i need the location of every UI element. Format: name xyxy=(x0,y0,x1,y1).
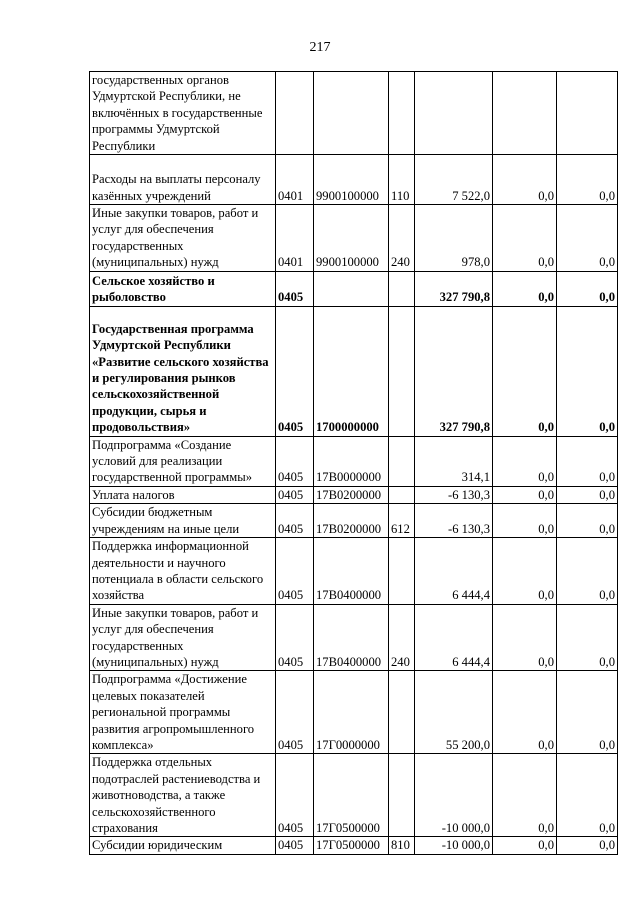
row-amount-cell: -6 130,3 xyxy=(415,504,493,538)
row-amount-year2-cell: 0,0 xyxy=(493,436,557,486)
row-amount-year2-cell: 0,0 xyxy=(493,754,557,837)
row-amount-year2-cell: 0,0 xyxy=(493,837,557,854)
row-target-article-cell: 9900100000 xyxy=(314,155,389,205)
row-name-cell: Подпрограмма «Достижение целевых показателей региональной программы развития агропромышленного комплекса» xyxy=(90,671,276,754)
row-amount-year3-cell: 0,0 xyxy=(557,837,618,854)
row-name-cell: Сельское хозяйство и рыболовство xyxy=(90,271,276,306)
row-amount-year3-cell: 0,0 xyxy=(557,486,618,503)
row-expense-type-cell: 240 xyxy=(389,604,415,671)
row-amount-year2-cell: 0,0 xyxy=(493,486,557,503)
row-name-cell: Подпрограмма «Создание условий для реализации государственной программы» xyxy=(90,436,276,486)
row-amount-cell: 6 444,4 xyxy=(415,604,493,671)
row-expense-type-cell xyxy=(389,671,415,754)
table-row xyxy=(90,205,618,272)
page-number: 217 xyxy=(309,40,331,55)
row-target-article-cell xyxy=(314,271,389,306)
row-section-code-cell: 0405 xyxy=(276,754,314,837)
row-target-article-cell xyxy=(314,72,389,155)
row-amount-cell: -10 000,0 xyxy=(415,754,493,837)
row-name-cell: Иные закупки товаров, работ и услуг для обеспечения государственных (муниципальных) нужд xyxy=(90,604,276,671)
row-amount-year2-cell: 0,0 xyxy=(493,205,557,272)
table-row xyxy=(90,837,618,854)
row-expense-type-cell xyxy=(389,306,415,436)
row-target-article-cell: 17В0000000 xyxy=(314,436,389,486)
row-expense-type-cell xyxy=(389,538,415,605)
row-expense-type-cell xyxy=(389,72,415,155)
row-target-article-cell: 17Г0000000 xyxy=(314,671,389,754)
row-section-code-cell: 0405 xyxy=(276,271,314,306)
row-amount-cell: 978,0 xyxy=(415,205,493,272)
row-amount-cell: 55 200,0 xyxy=(415,671,493,754)
row-expense-type-cell xyxy=(389,754,415,837)
row-amount-year2-cell: 0,0 xyxy=(493,155,557,205)
row-amount-year2-cell: 0,0 xyxy=(493,306,557,436)
table-row xyxy=(90,436,618,486)
row-name-cell: государственных органов Удмуртской Республики, не включённых в государственные программы Удмуртской Республики xyxy=(90,72,276,155)
row-target-article-cell: 1700000000 xyxy=(314,306,389,436)
row-target-article-cell: 17В0200000 xyxy=(314,486,389,503)
budget-table xyxy=(89,71,618,855)
row-expense-type-cell: 612 xyxy=(389,504,415,538)
row-expense-type-cell xyxy=(389,271,415,306)
row-name-cell: Иные закупки товаров, работ и услуг для обеспечения государственных (муниципальных) нужд xyxy=(90,205,276,272)
row-amount-year2-cell: 0,0 xyxy=(493,604,557,671)
row-target-article-cell: 17В0400000 xyxy=(314,604,389,671)
row-amount-year2-cell: 0,0 xyxy=(493,504,557,538)
row-amount-year2-cell: 0,0 xyxy=(493,671,557,754)
row-section-code-cell: 0401 xyxy=(276,155,314,205)
row-amount-year2-cell: 0,0 xyxy=(493,538,557,605)
row-amount-year3-cell: 0,0 xyxy=(557,271,618,306)
row-amount-year2-cell: 0,0 xyxy=(493,271,557,306)
row-amount-cell: 6 444,4 xyxy=(415,538,493,605)
table-row xyxy=(90,271,618,306)
table-row xyxy=(90,306,618,436)
row-amount-cell: -6 130,3 xyxy=(415,486,493,503)
row-section-code-cell: 0405 xyxy=(276,671,314,754)
row-amount-year3-cell: 0,0 xyxy=(557,155,618,205)
row-amount-cell: 327 790,8 xyxy=(415,271,493,306)
row-name-cell: Уплата налогов xyxy=(90,486,276,503)
row-amount-cell: 314,1 xyxy=(415,436,493,486)
row-target-article-cell: 17В0200000 xyxy=(314,504,389,538)
row-name-cell: Государственная программа Удмуртской Республики «Развитие сельского хозяйства и регулирования рынков сельскохозяйственной продукции, сырья и продовольствия» xyxy=(90,306,276,436)
row-amount-year2-cell xyxy=(493,72,557,155)
row-amount-year3-cell: 0,0 xyxy=(557,205,618,272)
row-amount-cell: 7 522,0 xyxy=(415,155,493,205)
table-row xyxy=(90,538,618,605)
row-amount-cell: 327 790,8 xyxy=(415,306,493,436)
table-row xyxy=(90,72,618,155)
row-target-article-cell: 17Г0500000 xyxy=(314,837,389,854)
row-expense-type-cell xyxy=(389,486,415,503)
row-section-code-cell: 0405 xyxy=(276,486,314,503)
row-amount-year3-cell: 0,0 xyxy=(557,504,618,538)
table-row xyxy=(90,671,618,754)
row-amount-year3-cell xyxy=(557,72,618,155)
row-name-cell: Расходы на выплаты персоналу казённых учреждений xyxy=(90,155,276,205)
row-expense-type-cell: 810 xyxy=(389,837,415,854)
row-section-code-cell: 0405 xyxy=(276,837,314,854)
row-amount-cell: -10 000,0 xyxy=(415,837,493,854)
row-amount-year3-cell: 0,0 xyxy=(557,604,618,671)
row-section-code-cell: 0405 xyxy=(276,504,314,538)
table-row xyxy=(90,155,618,205)
row-amount-year3-cell: 0,0 xyxy=(557,754,618,837)
table-body xyxy=(90,72,618,855)
row-amount-year3-cell: 0,0 xyxy=(557,306,618,436)
row-amount-year3-cell: 0,0 xyxy=(557,671,618,754)
table-row xyxy=(90,754,618,837)
row-name-cell: Субсидии юридическим xyxy=(90,837,276,854)
row-name-cell: Поддержка отдельных подотраслей растениеводства и животноводства, а также сельскохозяйственного страхования xyxy=(90,754,276,837)
row-amount-year3-cell: 0,0 xyxy=(557,538,618,605)
row-section-code-cell: 0405 xyxy=(276,306,314,436)
row-section-code-cell: 0405 xyxy=(276,538,314,605)
row-target-article-cell: 17В0400000 xyxy=(314,538,389,605)
table-row xyxy=(90,486,618,503)
table-row xyxy=(90,604,618,671)
row-amount-cell xyxy=(415,72,493,155)
row-target-article-cell: 9900100000 xyxy=(314,205,389,272)
row-target-article-cell: 17Г0500000 xyxy=(314,754,389,837)
row-expense-type-cell xyxy=(389,436,415,486)
row-section-code-cell: 0405 xyxy=(276,436,314,486)
table-row xyxy=(90,504,618,538)
row-section-code-cell xyxy=(276,72,314,155)
row-expense-type-cell: 240 xyxy=(389,205,415,272)
row-section-code-cell: 0405 xyxy=(276,604,314,671)
row-amount-year3-cell: 0,0 xyxy=(557,436,618,486)
row-expense-type-cell: 110 xyxy=(389,155,415,205)
row-section-code-cell: 0401 xyxy=(276,205,314,272)
row-name-cell: Субсидии бюджетным учреждениям на иные цели xyxy=(90,504,276,538)
row-name-cell: Поддержка информационной деятельности и научного потенциала в области сельского хозяйства xyxy=(90,538,276,605)
